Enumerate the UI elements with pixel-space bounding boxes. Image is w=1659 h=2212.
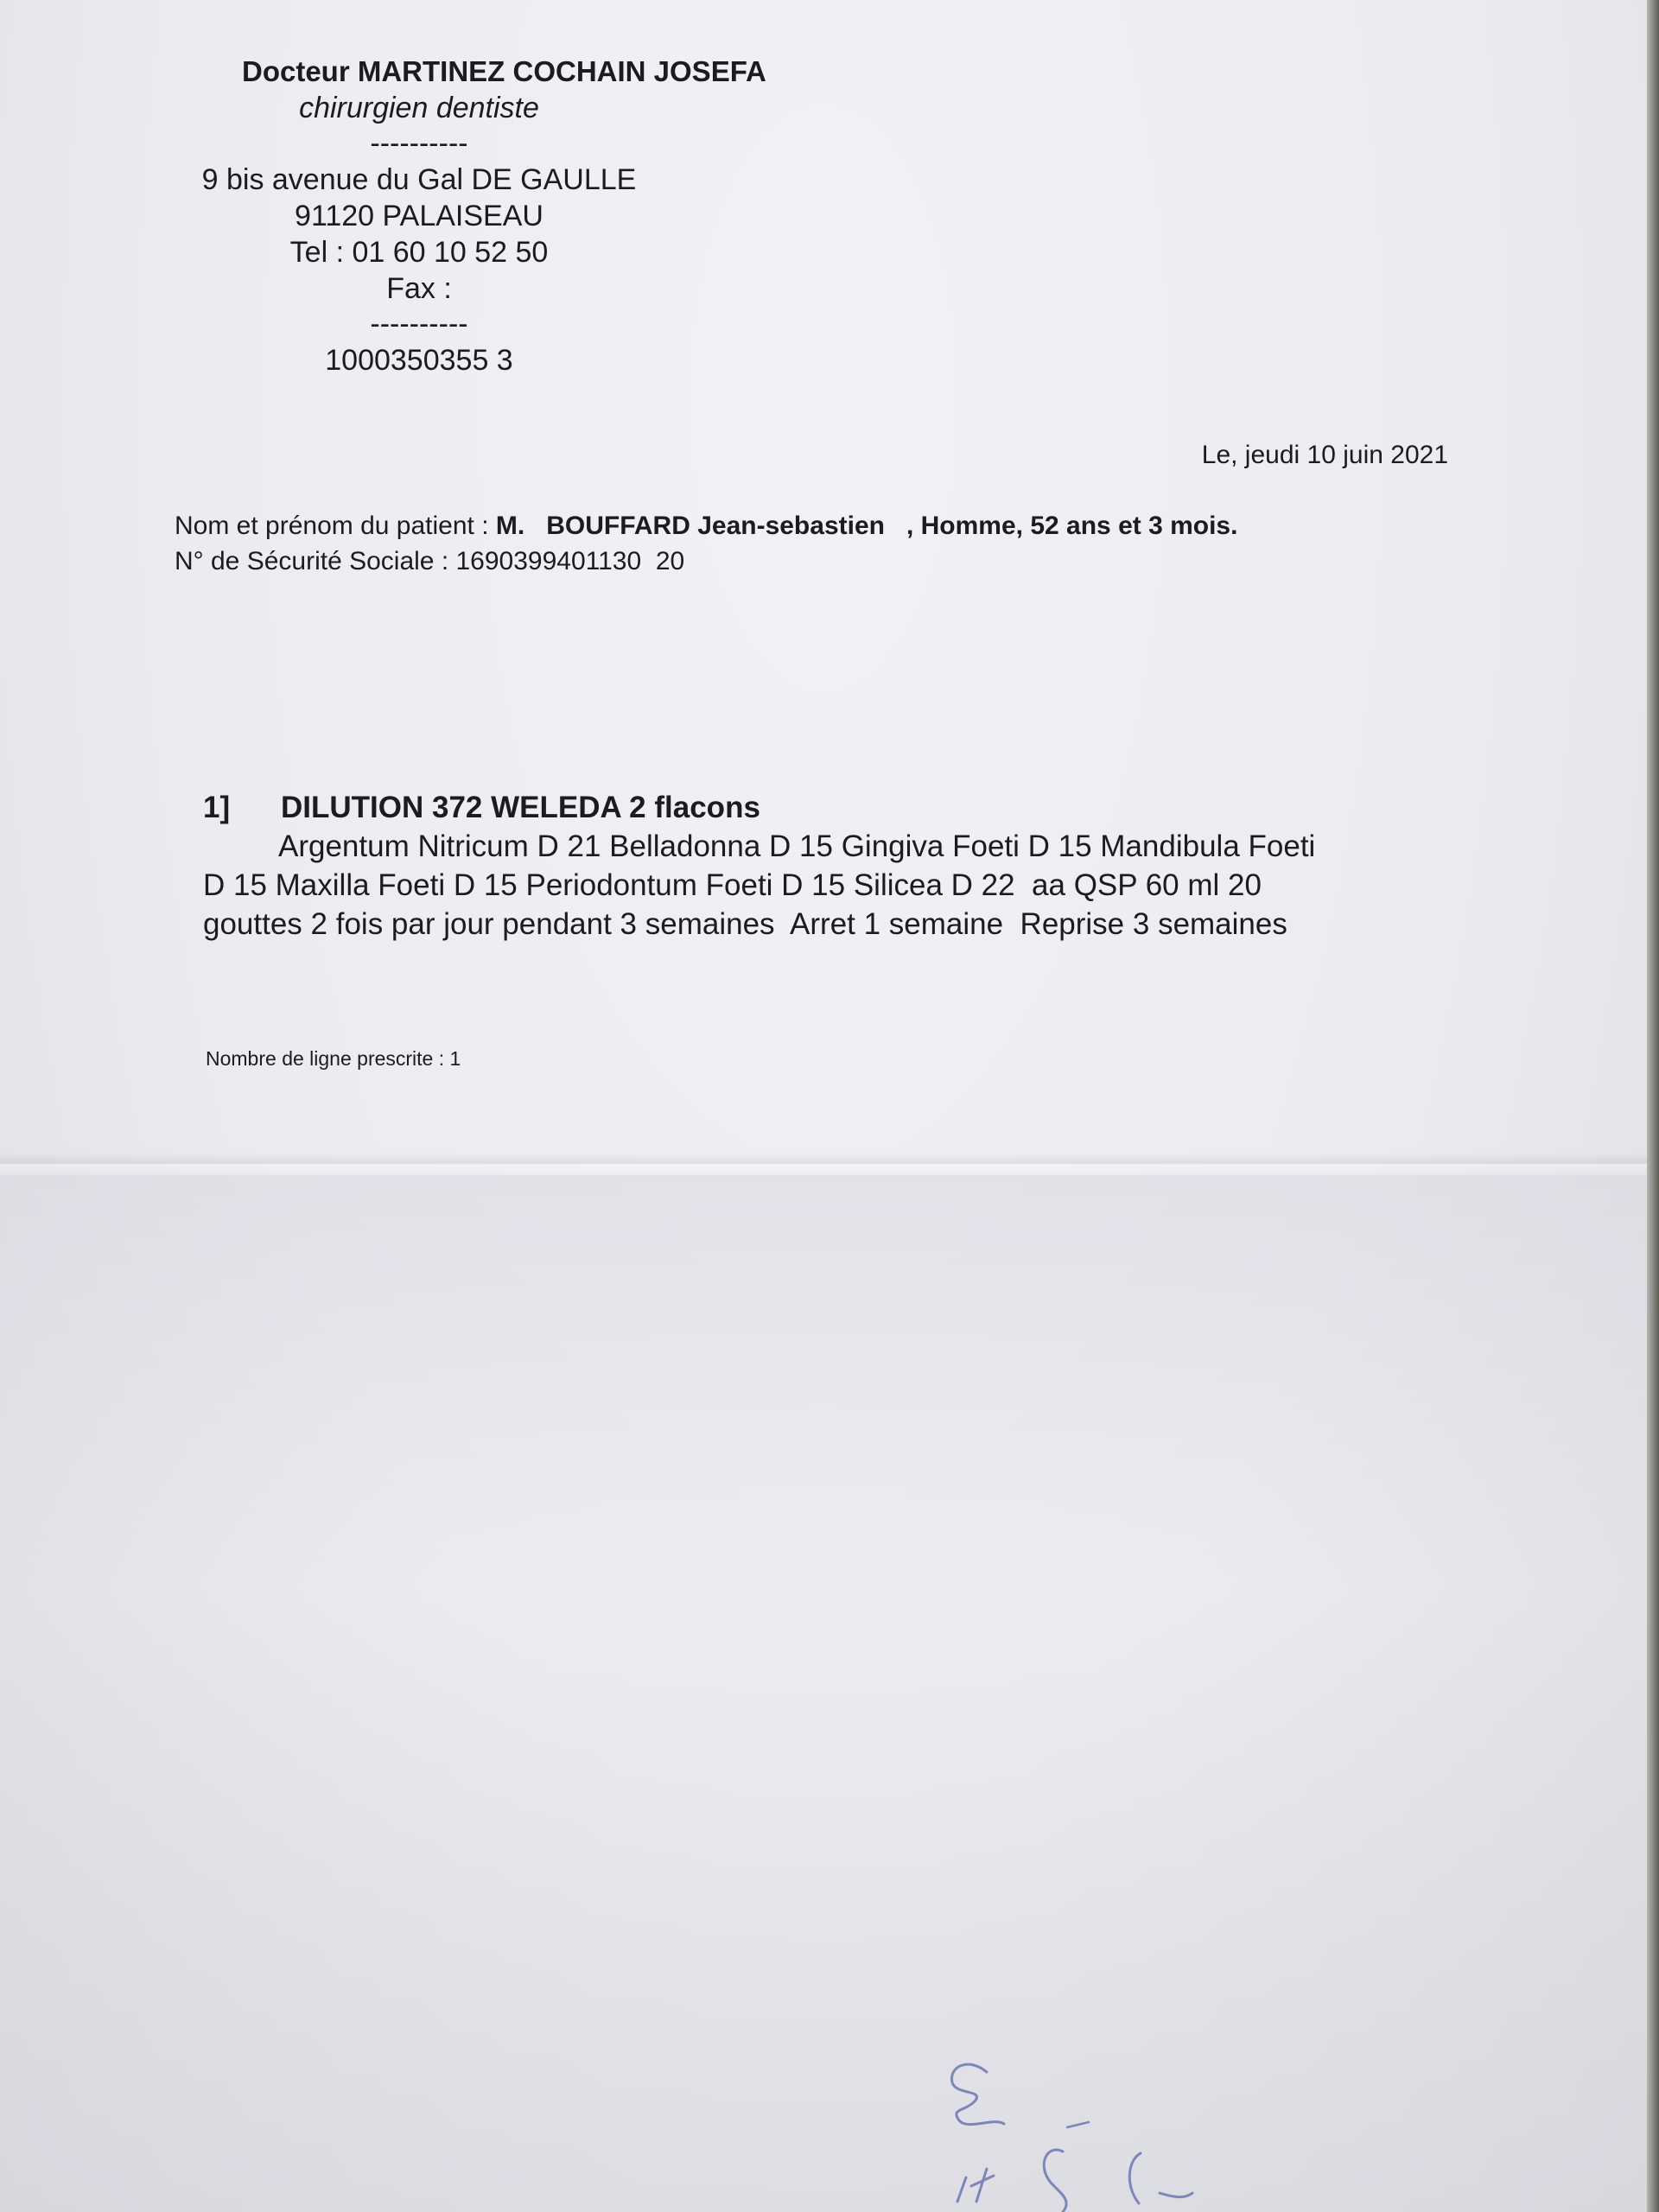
paper-lower-shade [0, 1175, 1647, 2212]
prescribed-line-count: Nombre de ligne prescrite : 1 [206, 1047, 461, 1070]
paper-fold-crease [0, 1154, 1647, 1174]
patient-name-label: Nom et prénom du patient : [175, 512, 496, 540]
phone-number: Tel : 01 60 10 52 50 [289, 236, 549, 269]
patient-info [175, 508, 1237, 579]
prescription-date: Le, jeudi 10 juin 2021 [1201, 441, 1448, 469]
handwritten-signature [933, 2048, 1313, 2212]
background-table-edge [1647, 0, 1659, 2212]
patient-name-value: M. BOUFFARD Jean-sebastien , Homme, 52 ans et 3 mois. [495, 512, 1238, 540]
address-line: 9 bis avenue du Gal DE GAULLE [201, 163, 637, 196]
social-security-value: 1690399401130 20 [455, 547, 685, 575]
address-city: 91120 PALAISEAU [295, 200, 543, 232]
practitioner-id: 1000350355 3 [325, 344, 513, 377]
social-security-label: N° de Sécurité Sociale : [175, 547, 456, 575]
social-security-row [175, 543, 1237, 579]
fax-number: Fax : [386, 272, 452, 305]
header-separator-bottom: ---------- [370, 308, 468, 340]
prescription-item-number: 1] [203, 791, 231, 824]
doctor-specialty: chirurgien dentiste [299, 92, 539, 124]
prescription-item-body [203, 827, 1465, 944]
doctor-name: Docteur MARTINEZ COCHAIN JOSEFA [242, 55, 766, 87]
prescription-item-line: Argentum Nitricum D 21 Belladonna D 15 Gingiva Foeti D 15 Mandibula Foeti [278, 830, 1316, 863]
prescription-item [203, 788, 1465, 944]
patient-name-row [175, 508, 1237, 543]
prescription-item-line: D 15 Maxilla Foeti D 15 Periodontum Foeti D 15 Silicea D 22 aa QSP 60 ml 20 [203, 868, 1262, 902]
header-separator-top: ---------- [370, 127, 468, 160]
prescription-item-line: gouttes 2 fois par jour pendant 3 semaines Arret 1 semaine Reprise 3 semaines [203, 907, 1287, 941]
prescription-item-title-row [203, 788, 1465, 827]
prescription-item-title: DILUTION 372 WELEDA 2 flacons [281, 791, 760, 824]
